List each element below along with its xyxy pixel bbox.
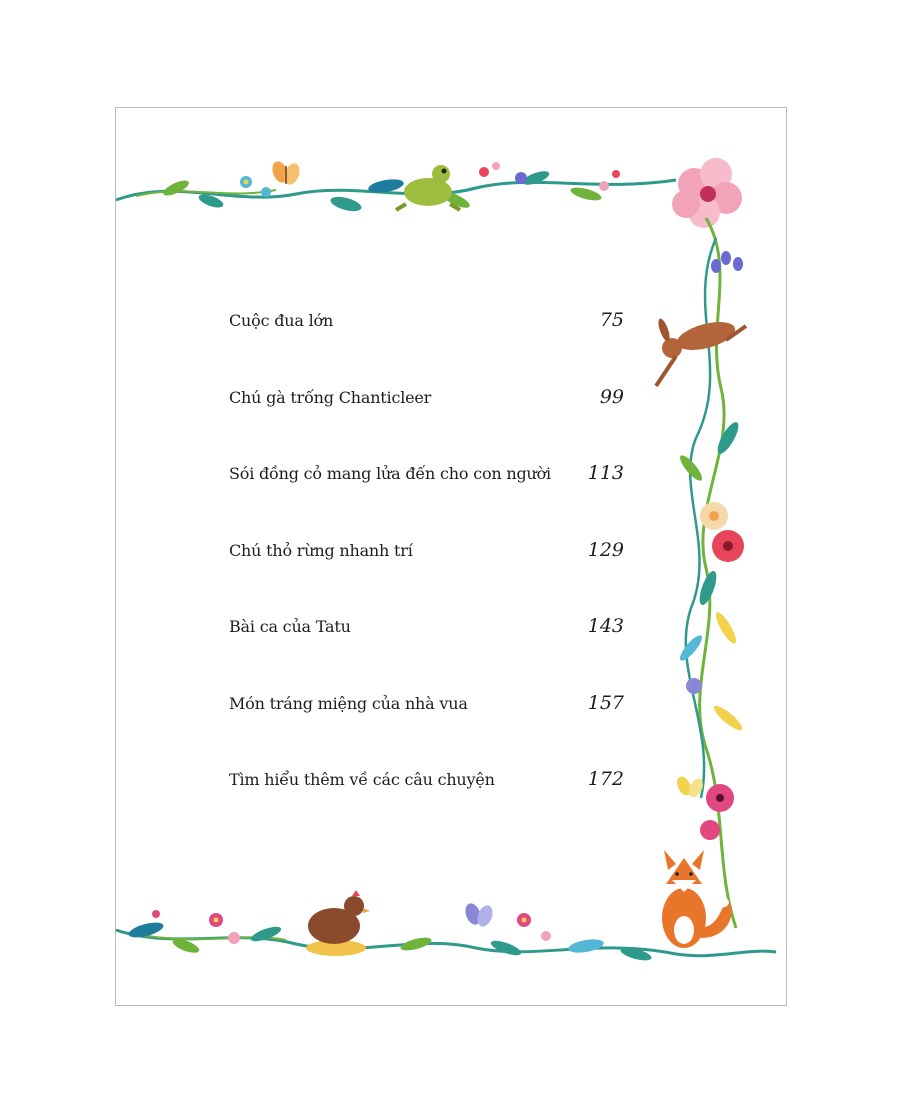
toc-entry-page: 129 (587, 538, 624, 561)
toc-entry-title: Tìm hiểu thêm về các câu chuyện (229, 770, 495, 789)
butterfly-icon (463, 901, 496, 928)
toc-entry-page: 99 (599, 385, 624, 408)
rabbit-icon (656, 317, 746, 386)
toc-entry[interactable] (229, 464, 624, 541)
toc-entry[interactable] (229, 385, 624, 465)
frog-icon (396, 165, 460, 210)
toc-entry-page: 143 (587, 615, 624, 637)
toc-entry-title: Chú thỏ rừng nhanh trí (229, 540, 413, 560)
top-vine (116, 162, 676, 214)
butterfly-icon (270, 159, 303, 186)
toc-entry-title: Cuộc đua lớn (229, 311, 334, 330)
hen-icon (306, 890, 370, 956)
toc-entry-title: Sói đồng cỏ mang lửa đến cho con người (229, 464, 551, 483)
toc-entry-page: 157 (587, 691, 624, 714)
toc-entry[interactable] (229, 617, 624, 694)
toc-entry-page: 172 (587, 768, 624, 790)
toc-entry-title: Món tráng miệng của nhà vua (229, 693, 468, 713)
toc-entry[interactable] (229, 691, 624, 771)
toc-entry[interactable] (229, 311, 624, 388)
toc-entry[interactable] (229, 770, 624, 847)
fox-icon (662, 850, 732, 948)
toc-entry-title: Chú gà trống Chanticleer (229, 387, 432, 407)
toc-entry[interactable] (229, 538, 624, 618)
toc-entry-title: Bài ca của Tatu (229, 617, 351, 636)
toc-entry-page: 113 (587, 462, 624, 484)
toc-entry-page: 75 (599, 309, 624, 331)
book-page (115, 107, 787, 1006)
table-of-contents (229, 311, 624, 847)
